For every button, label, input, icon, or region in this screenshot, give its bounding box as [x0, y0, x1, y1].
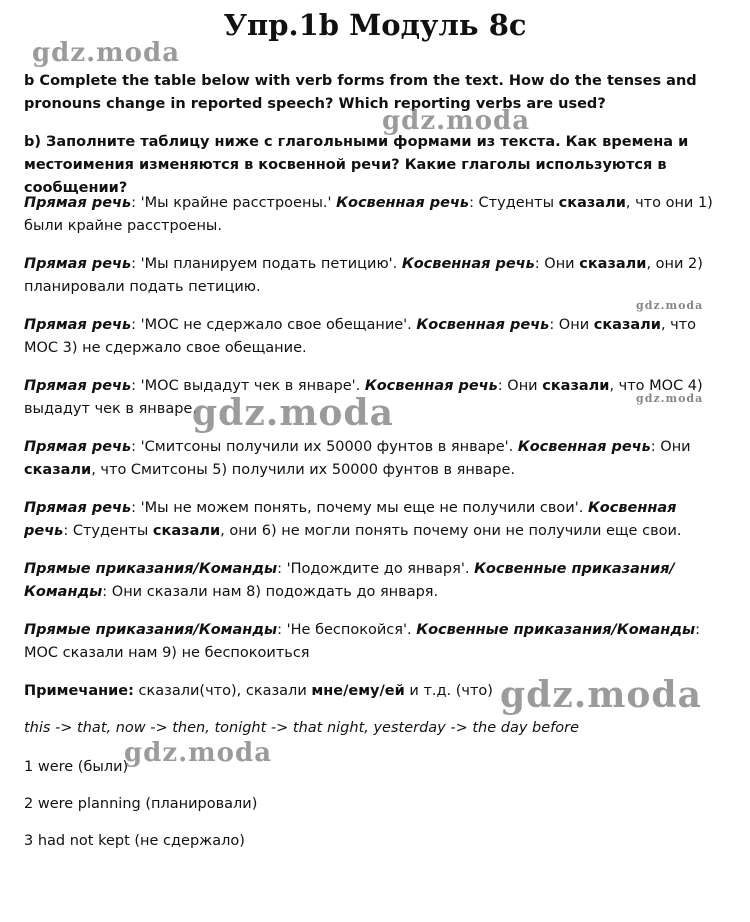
direct-speech-label: Прямая речь [24, 195, 132, 211]
note-text-end: и т.д. (что) [404, 683, 493, 699]
reported-speech-post: , что МОС 3) не сдержало свое обещание. [24, 317, 697, 356]
reported-speech-pre: : Студенты [63, 523, 153, 539]
watermark: gdz.moda [32, 38, 181, 68]
watermark: gdz.moda [500, 674, 702, 716]
example-5 [24, 436, 724, 482]
instruction-english: b Complete the table below with verb forms from the text. How do the tenses and pronouns change in reported speech? Which reporting verbs are used? [24, 73, 697, 112]
watermark: gdz.moda [192, 392, 394, 434]
example-3 [24, 314, 724, 360]
reporting-verb: сказали [152, 523, 221, 539]
reported-speech-post: , что Смитсоны 5) получили их 50000 фунтов в январе. [91, 462, 516, 478]
direct-speech-text: : 'Смитсоны получили их 50000 фунтов в январе'. [131, 439, 518, 455]
reported-speech-pre: : Они [534, 256, 580, 272]
note-text: сказали(что), сказали [133, 683, 312, 699]
reported-speech-label: Косвенная речь [364, 378, 498, 394]
time-shift-rule: this -> that, now -> then, tonight -> that night, yesterday -> the day before [24, 720, 580, 736]
watermark: gdz.moda [382, 106, 531, 136]
reported-speech-post: , они 2) планировали подать петицию. [24, 256, 703, 295]
direct-speech-label: Прямая речь [24, 317, 132, 333]
direct-speech-text: : 'Мы планируем подать петицию'. [131, 256, 402, 272]
note-emphasis: мне/ему/ей [311, 683, 405, 699]
direct-command-label: Прямые приказания/Команды [24, 561, 278, 577]
reported-speech-pre: : Они [549, 317, 594, 333]
reporting-verb: сказали [593, 317, 661, 333]
answer-2: 2 were planning (планировали) [24, 796, 258, 812]
reported-speech-post: , что МОС 4) выдадут чек в январе. [24, 378, 703, 417]
direct-command-text: : 'Не беспокойся'. [277, 622, 417, 638]
reported-speech-label: Косвенная речь [416, 317, 550, 333]
reported-speech-post: , что они 1) были крайне расстроены. [24, 195, 713, 234]
command-2 [24, 619, 724, 665]
reported-speech-label: Косвенная речь [401, 256, 535, 272]
reported-speech-pre: : Студенты [469, 195, 559, 211]
answer-1: 1 were (были) [24, 759, 129, 775]
direct-speech-text: : 'МОС не сдержало свое обещание'. [131, 317, 417, 333]
reported-command-label: Косвенные приказания/Команды [24, 561, 675, 600]
direct-speech-text: : 'МОС выдадут чек в январе'. [131, 378, 365, 394]
direct-command-label: Прямые приказания/Команды [24, 622, 278, 638]
example-2 [24, 253, 724, 299]
instruction-russian: b) Заполните таблицу ниже с глагольными формами из текста. Как времена и местоимения изменяются в косвенной речи? Какие глаголы используются в сообщении? [24, 134, 689, 196]
watermark: gdz.moda [636, 392, 704, 405]
direct-speech-label: Прямая речь [24, 378, 132, 394]
reported-speech-label: Косвенная речь [336, 195, 470, 211]
reporting-verb: сказали [558, 195, 626, 211]
page-title: Упр.1b Модуль 8с [223, 8, 527, 42]
reported-command-label: Косвенные приказания/Команды [416, 622, 696, 638]
reported-speech-post: , они 6) не могли понять почему они не получили еще свои. [220, 523, 682, 539]
direct-speech-label: Прямая речь [24, 500, 132, 516]
direct-speech-text: : 'Мы не можем понять, почему мы еще не получили свои'. [131, 500, 588, 516]
reported-command-text: : МОС сказали нам 9) не беспокоиться [24, 622, 701, 661]
example-6 [24, 497, 724, 543]
direct-speech-label: Прямая речь [24, 439, 132, 455]
note-label: Примечание: [24, 683, 134, 699]
direct-speech-label: Прямая речь [24, 256, 132, 272]
reported-speech-pre: : Они [497, 378, 543, 394]
reporting-verb: сказали [579, 256, 647, 272]
reported-command-text: : Они сказали нам 8) подождать до января. [102, 584, 439, 600]
watermark: gdz.moda [636, 299, 704, 312]
reported-speech-label: Косвенная речь [24, 500, 677, 539]
example-1 [24, 192, 724, 238]
reporting-verb: сказали [542, 378, 610, 394]
reported-speech-pre: : Они [650, 439, 691, 455]
reported-speech-label: Косвенная речь [517, 439, 651, 455]
answer-3: 3 had not kept (не сдержало) [24, 833, 245, 849]
command-1 [24, 558, 724, 604]
watermark: gdz.moda [124, 738, 273, 768]
reporting-verb: сказали [24, 462, 92, 478]
direct-speech-text: : 'Мы крайне расстроены.' [131, 195, 337, 211]
direct-command-text: : 'Подождите до января'. [277, 561, 475, 577]
